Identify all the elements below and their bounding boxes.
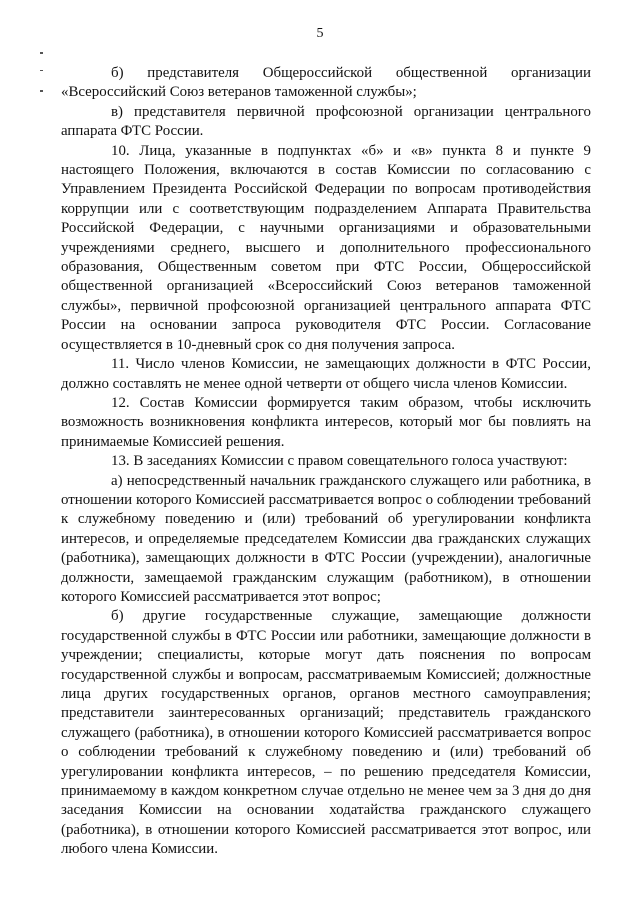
binding-mark [40,52,43,54]
paragraph-13a: а) непосредственный начальник гражданского служащего или работника, в отношении которого Комиссией рассматривается вопрос о соблюдении требований к служебному поведению и (или) требований об урегулировании конфликта интересов, и определяемые председателем Комиссии два гражданских служащих (работника), замещающих должности в ФТС России (учреждении), аналогичные должности, замещаемой гражданским служащим (работником), в отношении которого Комиссией рассматривается этот вопрос; [61,472,591,605]
binding-mark [40,70,43,71]
binding-mark [40,90,43,92]
page-number: 5 [316,26,324,41]
paragraph-8v: в) представителя первичной профсоюзной организации центрального аппарата ФТС России. [61,103,591,140]
document-body [61,64,591,860]
paragraph-10: 10. Лица, указанные в подпунктах «б» и «в» пункта 8 и пункте 9 настоящего Положения, включаются в состав Комиссии по согласованию с Управлением Президента Российской Федерации по вопросам противодействия коррупции или с соответствующим подразделением Аппарата Правительства Российской Федерации, с научными организациями и образовательными учреждениями среднего, высшего и дополнительного профессионального образования, Общественным советом при ФТС России, Общероссийской общественной организацией «Всероссийский Союз ветеранов таможенной службы», первичной профсоюзной организацией центрального аппарата ФТС России на основании запроса руководителя ФТС России. Согласование осуществляется в 10-дневный срок со дня получения запроса. [61,142,591,353]
paragraph-11: 11. Число членов Комиссии, не замещающих должности в ФТС России, должно составлять не менее одной четверти от общего числа членов Комиссии. [61,356,591,392]
paragraph-13b: б) другие государственные служащие, замещающие должности государственной службы в ФТС России или работники, замещающие должности в учреждении; специалисты, которые могут дать пояснения по вопросам государственной службы и вопросам, рассматриваемым Комиссией; должностные лица других государственных органов, органов местного самоуправления; представители заинтересованных организаций; представитель гражданского служащего (работника), в отношении которого Комиссией рассматривается вопрос о соблюдении требований к служебному поведению и (или) требований об урегулировании конфликта интересов, – по решению председателя Комиссии, принимаемому в каждом конкретном случае отдельно не менее чем за 3 дня до дня заседания Комиссии на основании ходатайства гражданского служащего (работника), в отношении которого Комиссией рассматривается этот вопрос, или любого члена Комиссии. [61,608,591,858]
paragraph-12: 12. Состав Комиссии формируется таким образом, чтобы исключить возможность возникновения конфликта интересов, который мог бы повлиять на принимаемые Комиссией решения. [61,394,591,450]
paragraph-8b: б) представителя Общероссийской общественной организации «Всероссийский Союз ветеранов таможенной службы»; [61,65,591,101]
paragraph-13: 13. В заседаниях Комиссии с правом совещательного голоса участвуют: [111,453,568,470]
